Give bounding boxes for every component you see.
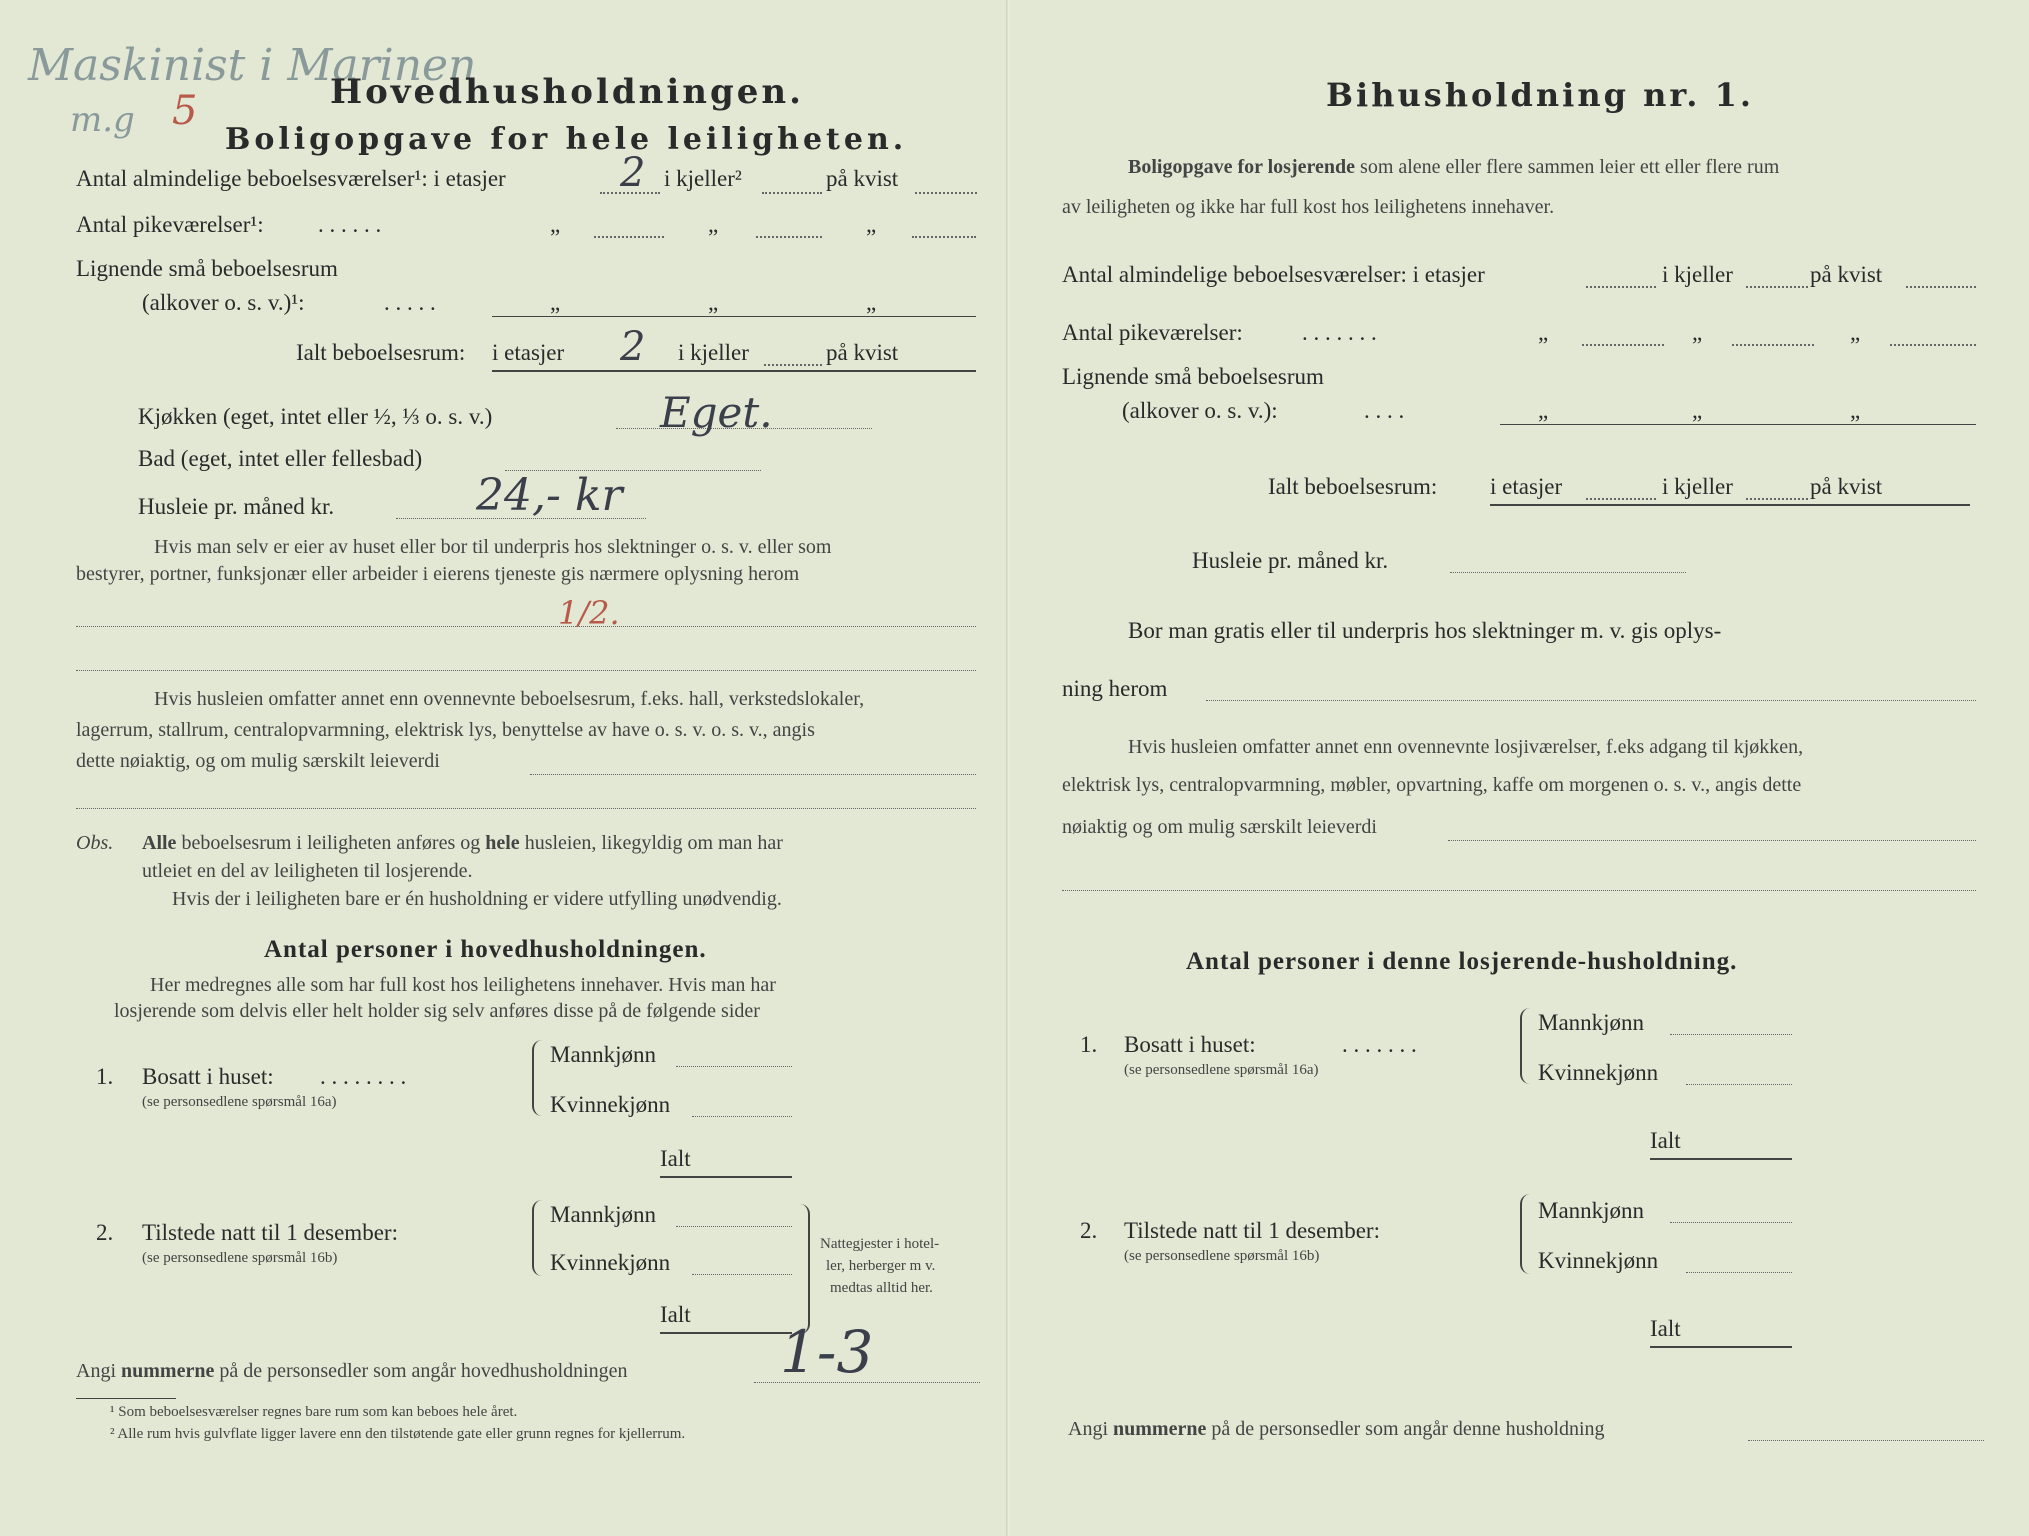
row2-ditto-3: „ [1850, 320, 1861, 345]
ialt-label: Ialt beboelsesrum: [296, 340, 466, 365]
q2-subtext: (se personsedlene spørsmål 16b) [142, 1250, 338, 1266]
angi-nummerne: nummerne [1113, 1418, 1207, 1440]
q1-mann-label: Mannkjønn [550, 1042, 657, 1067]
q2-mann-label: Mannkjønn [1538, 1198, 1645, 1223]
obs-hele: hele [485, 832, 520, 854]
angi-value: 1-3 [780, 1318, 874, 1386]
row2-ditto-2: „ [1692, 320, 1703, 345]
row2-label: Antal pikeværelser¹: [76, 212, 264, 237]
bor-text-2: ning herom [1062, 676, 1168, 701]
row1-kvist-label: på kvist [1810, 262, 1883, 287]
husleien-text-1: Hvis husleien omfatter annet enn ovennevnte beboelsesrum, f.eks. hall, verkstedslokaler, [154, 688, 865, 710]
q1-subtext: (se personsedlene spørsmål 16a) [1124, 1062, 1319, 1078]
row2-dots: . . . . . . . [1302, 320, 1377, 345]
q2-label: Tilstede natt til 1 desember: [142, 1220, 398, 1245]
bor-text-1: Bor man gratis eller til underpris hos slektninger m. v. gis oplys- [1128, 618, 1722, 643]
q1-brace [1520, 1008, 1532, 1084]
q1-dots: . . . . . . . . [320, 1064, 407, 1089]
natt-text-3: medtas alltid her. [830, 1280, 933, 1296]
angi-line [76, 1360, 628, 1383]
q2-right-brace [796, 1204, 810, 1334]
antal-text-1: Her medregnes alle som har full kost hos leilighetens innehaver. Hvis man har [150, 974, 776, 996]
ialt-kvist-label: på kvist [1810, 474, 1883, 499]
row2-ditto-1: „ [550, 212, 561, 237]
q2-mann-label: Mannkjønn [550, 1202, 657, 1227]
hvis-eier-value: 1/2. [558, 594, 620, 632]
row3-ditto-2: „ [708, 290, 719, 315]
row3-ditto-1: „ [1538, 398, 1549, 423]
angi-nummerne: nummerne [121, 1360, 215, 1382]
handwritten-number: 5 [172, 88, 198, 134]
natt-text-1: Nattegjester i hotel- [820, 1236, 940, 1252]
row2-ditto-3: „ [866, 212, 877, 237]
q2-brace [532, 1200, 544, 1276]
angi-text: på de personsedler som angår hovedhusholdningen [219, 1360, 628, 1382]
row1-etasjer-value: 2 [620, 150, 646, 196]
q2-kvinne-label: Kvinnekjønn [550, 1250, 671, 1275]
row3-label-a: Lignende små beboelsesrum [1062, 364, 1324, 389]
intro-bold: Boligopgave for losjerende [1128, 156, 1356, 178]
kjokken-value: Eget. [660, 388, 773, 437]
angi-line [1068, 1418, 1605, 1441]
angi-word: Angi [76, 1360, 116, 1382]
ialt-etasjer-value: 2 [620, 324, 646, 370]
husleie-label: Husleie pr. måned kr. [138, 494, 335, 519]
husleien-text-3: nøiaktig og om mulig særskilt leieverdi [1062, 816, 1377, 838]
intro-line-1 [1128, 156, 1779, 179]
ialt-kvist-label: på kvist [826, 340, 899, 365]
antal-title: Antal personer i hovedhusholdningen. [264, 936, 707, 963]
footnote-1: ¹ Som beboelsesværelser regnes bare rum som kan beboes hele året. [110, 1404, 518, 1420]
husleien-text-3: dette nøiaktig, og om mulig særskilt leieverdi [76, 750, 440, 772]
q1-ialt-label: Ialt [660, 1146, 691, 1171]
natt-text-2: ler, herberger m v. [826, 1258, 936, 1274]
q1-brace [532, 1040, 544, 1116]
obs-label: Obs. [76, 832, 114, 854]
row3-ditto-2: „ [1692, 398, 1703, 423]
q1-dots: . . . . . . . [1342, 1032, 1417, 1057]
row2-label: Antal pikeværelser: [1062, 320, 1243, 345]
footnote-2: ² Alle rum hvis gulvflate ligger lavere enn den tilstøtende gate eller grunn regnes for kjellerrum. [110, 1426, 686, 1442]
obs-line-2: utleiet en del av leiligheten til losjerende. [142, 860, 473, 882]
q1-number: 1. [1080, 1032, 1098, 1057]
obs-text-1b: beboelsesrum i leiligheten anføres og [181, 832, 481, 854]
antal-text-2: losjerende som delvis eller helt holder sig selv anføres disse på de følgende sider [114, 1000, 760, 1022]
row3-dots: . . . . [1364, 398, 1405, 423]
q2-subtext: (se personsedlene spørsmål 16b) [1124, 1248, 1320, 1264]
row1-kjeller-label: i kjeller² [664, 166, 742, 191]
ialt-kjeller-label: i kjeller [1662, 474, 1733, 499]
angi-text: på de personsedler som angår denne husholdning [1211, 1418, 1605, 1440]
q1-mann-label: Mannkjønn [1538, 1010, 1645, 1035]
page-title: Hovedhusholdningen. [330, 72, 804, 112]
handwritten-occupation: Maskinist i Marinen [28, 40, 477, 91]
q1-label: Bosatt i huset: [142, 1064, 274, 1089]
q2-kvinne-label: Kvinnekjønn [1538, 1248, 1659, 1273]
q2-number: 2. [1080, 1218, 1098, 1243]
antal-title: Antal personer i denne losjerende-husholdning. [1186, 948, 1738, 975]
kjokken-label: Kjøkken (eget, intet eller ½, ⅓ o. s. v.) [138, 404, 493, 429]
ialt-label: Ialt beboelsesrum: [1268, 474, 1438, 499]
row2-dots: . . . . . . [318, 212, 382, 237]
ialt-etasjer-label: i etasjer [1490, 474, 1563, 499]
husleie-label: Husleie pr. måned kr. [1192, 548, 1389, 573]
row3-label-a: Lignende små beboelsesrum [76, 256, 338, 281]
bad-label: Bad (eget, intet eller fellesbad) [138, 446, 423, 471]
husleien-text-2: lagerrum, stallrum, centralopvarmning, elektrisk lys, benyttelse av have o. s. v. o. s. v., angis [76, 719, 815, 741]
angi-word: Angi [1068, 1418, 1108, 1440]
row3-ditto-1: „ [550, 290, 561, 315]
row1-kjeller-label: i kjeller [1662, 262, 1733, 287]
q1-subtext: (se personsedlene spørsmål 16a) [142, 1094, 337, 1110]
row1-label: Antal almindelige beboelsesværelser¹: i etasjer [76, 166, 506, 191]
obs-text-1d: husleien, likegyldig om man har [524, 832, 783, 854]
page-title: Bihusholdning nr. 1. [1326, 76, 1754, 114]
right-page-bihusholdning [1010, 0, 2029, 1536]
q2-brace [1520, 1194, 1532, 1274]
intro-text: som alene eller flere sammen leier ett eller flere rum [1360, 156, 1780, 178]
intro-line-2: av leiligheten og ikke har full kost hos leilighetens innehaver. [1062, 196, 1555, 218]
q2-ialt-label: Ialt [1650, 1316, 1681, 1341]
q1-ialt-label: Ialt [1650, 1128, 1681, 1153]
q2-number: 2. [96, 1220, 114, 1245]
page-subtitle: Boligopgave for hele leiligheten. [225, 122, 908, 157]
row1-kvist-label: på kvist [826, 166, 899, 191]
ialt-kjeller-label: i kjeller [678, 340, 749, 365]
row2-ditto-2: „ [708, 212, 719, 237]
row3-ditto-3: „ [866, 290, 877, 315]
q1-label: Bosatt i huset: [1124, 1032, 1256, 1057]
q1-kvinne-label: Kvinnekjønn [1538, 1060, 1659, 1085]
q2-ialt-label: Ialt [660, 1302, 691, 1327]
obs-alle: Alle [142, 832, 177, 854]
q1-kvinne-label: Kvinnekjønn [550, 1092, 671, 1117]
hvis-eier-text-2: bestyrer, portner, funksjonær eller arbeider i eierens tjeneste gis nærmere oplysning herom [76, 563, 800, 585]
q2-label: Tilstede natt til 1 desember: [1124, 1218, 1380, 1243]
left-page-hovedhusholdning [0, 0, 1010, 1536]
ialt-etasjer-label: i etasjer [492, 340, 565, 365]
row3-label-b: (alkover o. s. v.)¹: [142, 290, 305, 315]
hvis-eier-text-1: Hvis man selv er eier av huset eller bor til underpris hos slektninger o. s. v. eller som [154, 536, 832, 558]
obs-line-1 [142, 832, 783, 855]
row3-dots: . . . . . [384, 290, 436, 315]
q1-number: 1. [96, 1064, 114, 1089]
obs-line-3: Hvis der i leiligheten bare er én husholdning er videre utfylling unødvendig. [172, 888, 782, 910]
husleie-value: 24,- kr [476, 470, 623, 521]
husleien-text-2: elektrisk lys, centralopvarmning, møbler, opvartning, kaffe om morgenen o. s. v., angis dette [1062, 774, 1802, 796]
row3-ditto-3: „ [1850, 398, 1861, 423]
row1-label: Antal almindelige beboelsesværelser: i etasjer [1062, 262, 1485, 287]
husleien-text-1: Hvis husleien omfatter annet enn ovennevnte losjiværelser, f.eks adgang til kjøkken, [1128, 736, 1804, 758]
handwritten-mg: m.g [70, 100, 135, 140]
row2-ditto-1: „ [1538, 320, 1549, 345]
row3-label-b: (alkover o. s. v.): [1122, 398, 1278, 423]
